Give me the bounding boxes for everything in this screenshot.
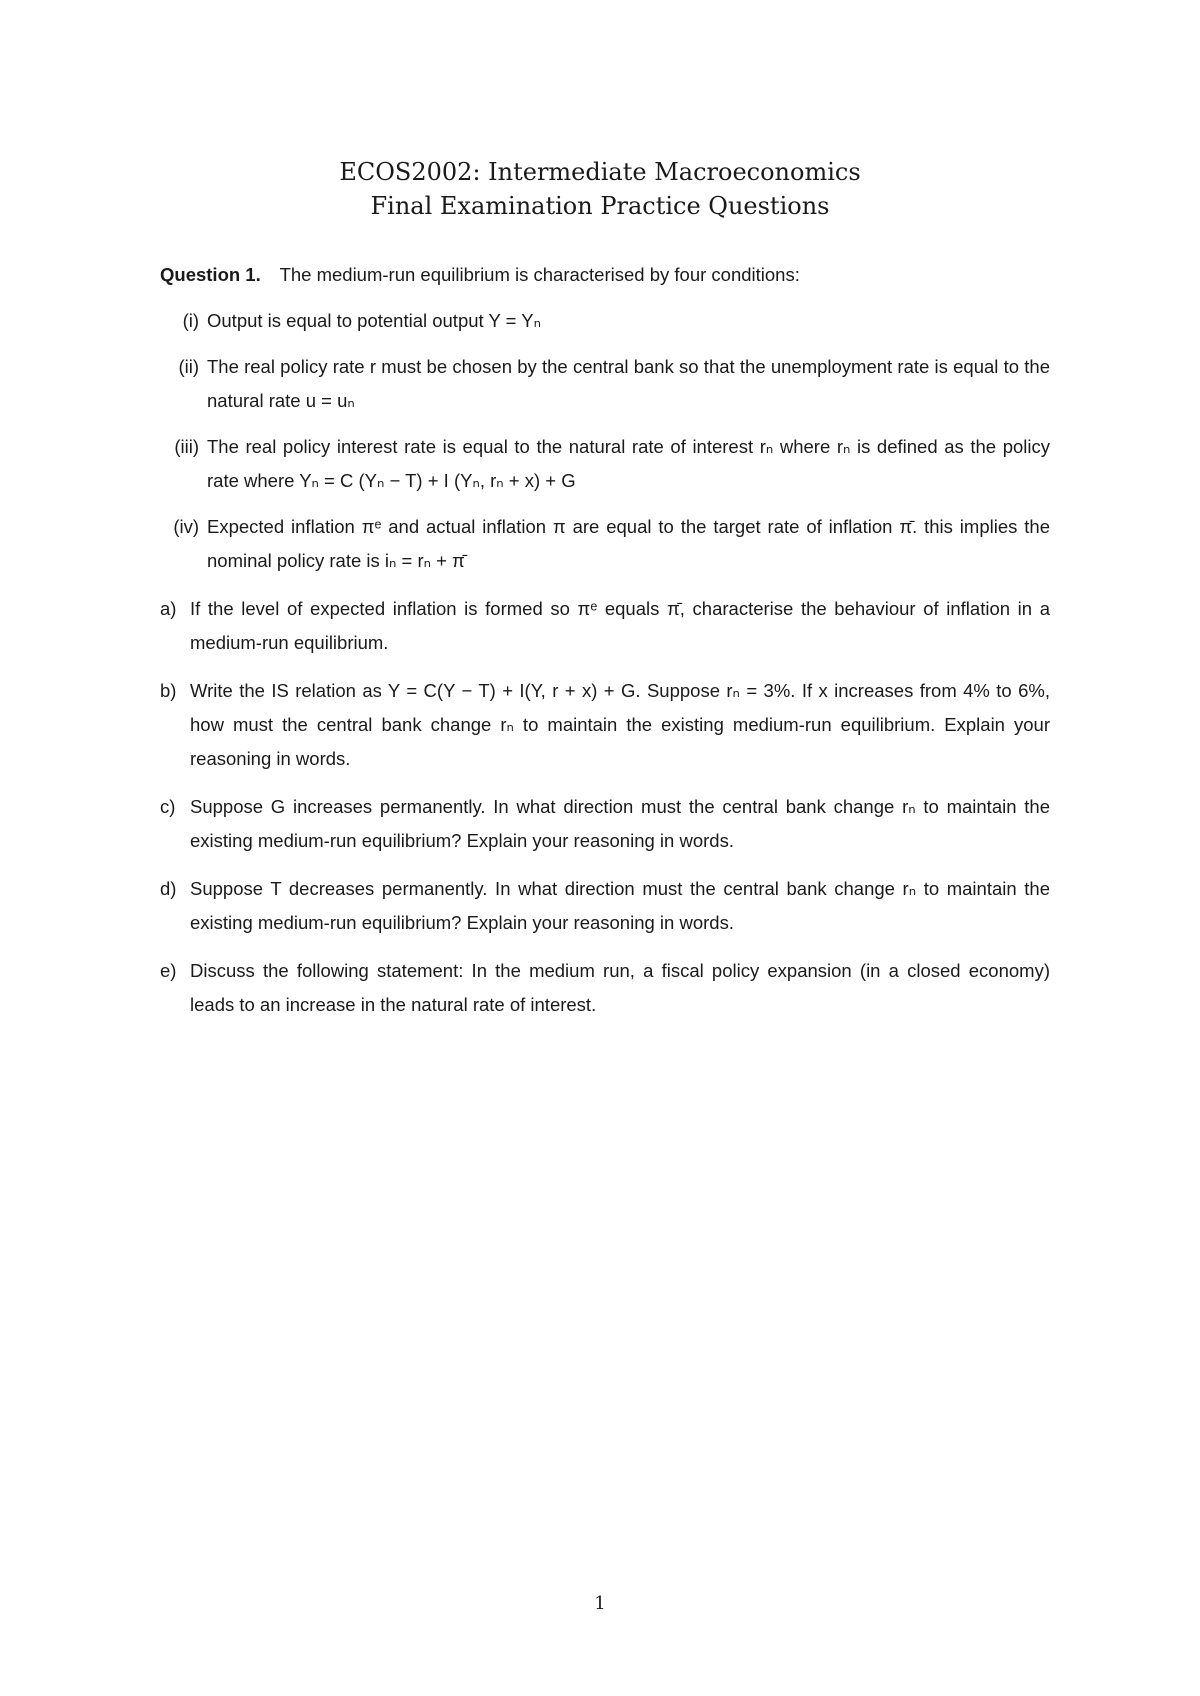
condition-label: (ii): [178, 356, 199, 377]
condition-item: [160, 430, 1050, 498]
part-label: a): [160, 598, 177, 619]
condition-text: The real policy rate r must be chosen by the central bank so that the unemployment rate is equal to the natural rate u = uₙ: [207, 356, 1050, 411]
condition-text: The real policy interest rate is equal to the natural rate of interest rₙ where rₙ is defined as the policy rate where Yₙ = C (Yₙ − T) + I (Yₙ, rₙ + x) + G: [207, 436, 1050, 491]
question-body: [160, 258, 1050, 1022]
condition-item: [160, 510, 1050, 578]
part-text: Discuss the following statement: In the medium run, a fiscal policy expansion (in a closed economy) leads to an increase in the natural rate of interest.: [190, 960, 1050, 1015]
part-item: [160, 592, 1050, 660]
condition-item: [160, 350, 1050, 418]
part-label: b): [160, 680, 177, 701]
part-label: c): [160, 796, 176, 817]
part-text: Suppose T decreases permanently. In what direction must the central bank change rₙ to maintain the existing medium-run equilibrium? Explain your reasoning in words.: [190, 878, 1050, 933]
document-title: [0, 155, 1200, 223]
condition-text: Expected inflation πᵉ and actual inflation π are equal to the target rate of inflation π̄. this implies the nominal policy rate is iₙ = rₙ + π̄: [207, 516, 1050, 571]
condition-label: (iv): [173, 516, 199, 537]
part-item: [160, 790, 1050, 858]
part-label: e): [160, 960, 177, 981]
part-label: d): [160, 878, 177, 899]
question-label: Question 1.: [160, 264, 261, 285]
part-item: [160, 674, 1050, 776]
condition-item: [160, 304, 1050, 338]
condition-label: (iii): [174, 436, 199, 457]
part-item: [160, 954, 1050, 1022]
condition-text: Output is equal to potential output Y = Yₙ: [207, 310, 541, 331]
part-text: If the level of expected inflation is formed so πᵉ equals π̄, characterise the behaviour of inflation in a medium-run equilibrium.: [190, 598, 1050, 653]
condition-label: (i): [182, 310, 199, 331]
exam-title: Final Examination Practice Questions: [370, 192, 830, 220]
question-heading: [160, 258, 1050, 292]
question-intro: The medium-run equilibrium is characterised by four conditions:: [279, 264, 800, 285]
part-item: [160, 872, 1050, 940]
course-title: ECOS2002: Intermediate Macroeconomics: [339, 158, 861, 186]
part-text: Suppose G increases permanently. In what direction must the central bank change rₙ to maintain the existing medium-run equilibrium? Explain your reasoning in words.: [190, 796, 1050, 851]
part-text: Write the IS relation as Y = C(Y − T) + I(Y, r + x) + G. Suppose rₙ = 3%. If x increases from 4% to 6%, how must the central bank change rₙ to maintain the existing medium-run equilibrium. Explain your reasoning in words.: [190, 680, 1050, 769]
page-number: 1: [594, 1593, 606, 1614]
